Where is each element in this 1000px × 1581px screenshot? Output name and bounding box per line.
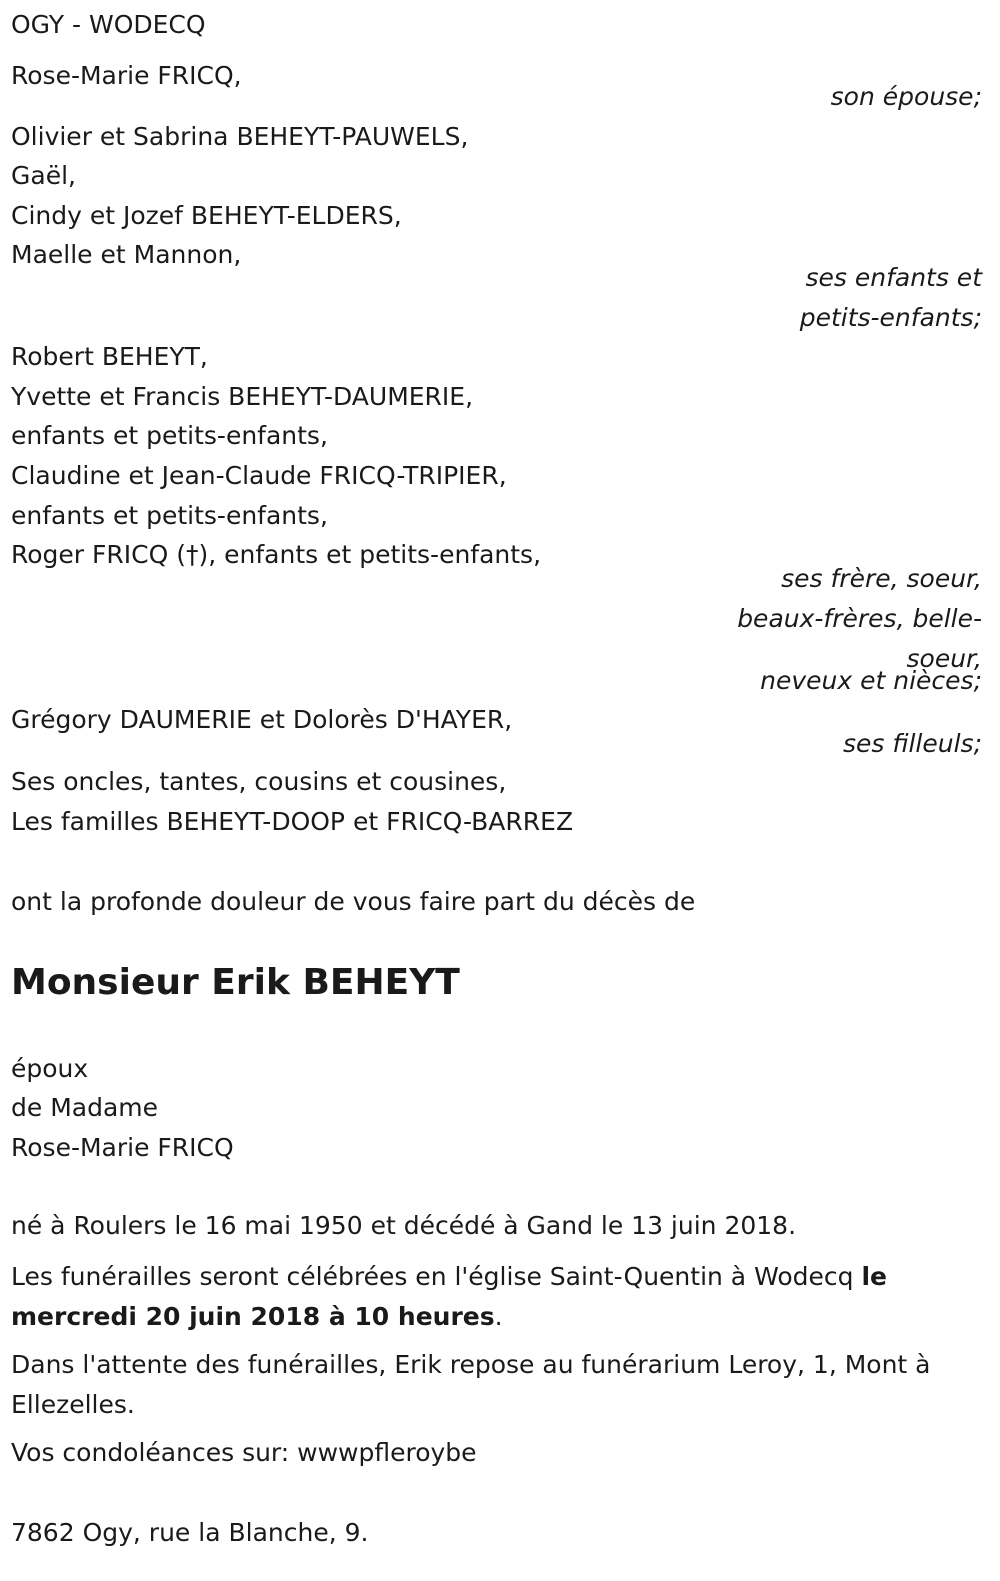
siblings-relation: soeur, [906,644,982,673]
child-line: Olivier et Sabrina BEHEYT-PAUWELS, [11,122,469,151]
funeral-end: . [494,1302,503,1331]
spouse-relation: son épouse; [830,82,982,111]
siblings-relation: neveux et nièces; [760,666,982,695]
funeral-info [11,1257,986,1337]
sibling-line: Claudine et Jean-Claude FRICQ-TRIPIER, [11,461,507,490]
condolences: Vos condoléances sur: wwwpfleroybe [11,1438,477,1467]
children-relation: ses enfants et [805,263,982,292]
spouse-name: Rose-Marie FRICQ, [11,61,242,90]
announcement: ont la profonde douleur de vous faire part du décès de [11,887,696,916]
sibling-line: enfants et petits-enfants, [11,421,328,450]
birth-death: né à Roulers le 16 mai 1950 et décédé à Gand le 13 juin 2018. [11,1211,797,1240]
godchildren-names: Grégory DAUMERIE et Dolorès D'HAYER, [11,705,513,734]
address: 7862 Ogy, rue la Blanche, 9. [11,1518,369,1547]
child-line: Maelle et Mannon, [11,240,242,269]
sibling-line: Yvette et Francis BEHEYT-DAUMERIE, [11,382,474,411]
children-relation: petits-enfants; [799,303,982,332]
siblings-relation: ses frère, soeur, [781,564,982,593]
sibling-line: enfants et petits-enfants, [11,501,328,530]
funeral-intro: Les funérailles seront célébrées en l'église Saint-Quentin à Wodecq [11,1262,862,1291]
child-line: Cindy et Jozef BEHEYT-ELDERS, [11,201,402,230]
family-line: Ses oncles, tantes, cousins et cousines, [11,767,507,796]
spouse-info-line: de Madame [11,1093,159,1122]
godchildren-relation: ses filleuls; [842,729,982,758]
child-line: Gaël, [11,161,76,190]
spouse-info-line: Rose-Marie FRICQ [11,1133,234,1162]
siblings-relation: beaux-frères, belle- [737,604,982,633]
deceased-name: Monsieur Erik BEHEYT [11,962,460,1003]
spouse-info-line: époux [11,1054,89,1083]
family-line: Les familles BEHEYT-DOOP et FRICQ-BARREZ [11,807,574,836]
sibling-line: Roger FRICQ (†), enfants et petits-enfants, [11,540,542,569]
location-header: OGY - WODECQ [11,10,206,39]
repose-info: Dans l'attente des funérailles, Erik repose au funérarium Leroy, 1, Mont à Ellezelles. [11,1350,931,1419]
funeral-date: le mercredi 20 juin 2018 à 10 heures [11,1262,887,1331]
sibling-line: Robert BEHEYT, [11,342,208,371]
